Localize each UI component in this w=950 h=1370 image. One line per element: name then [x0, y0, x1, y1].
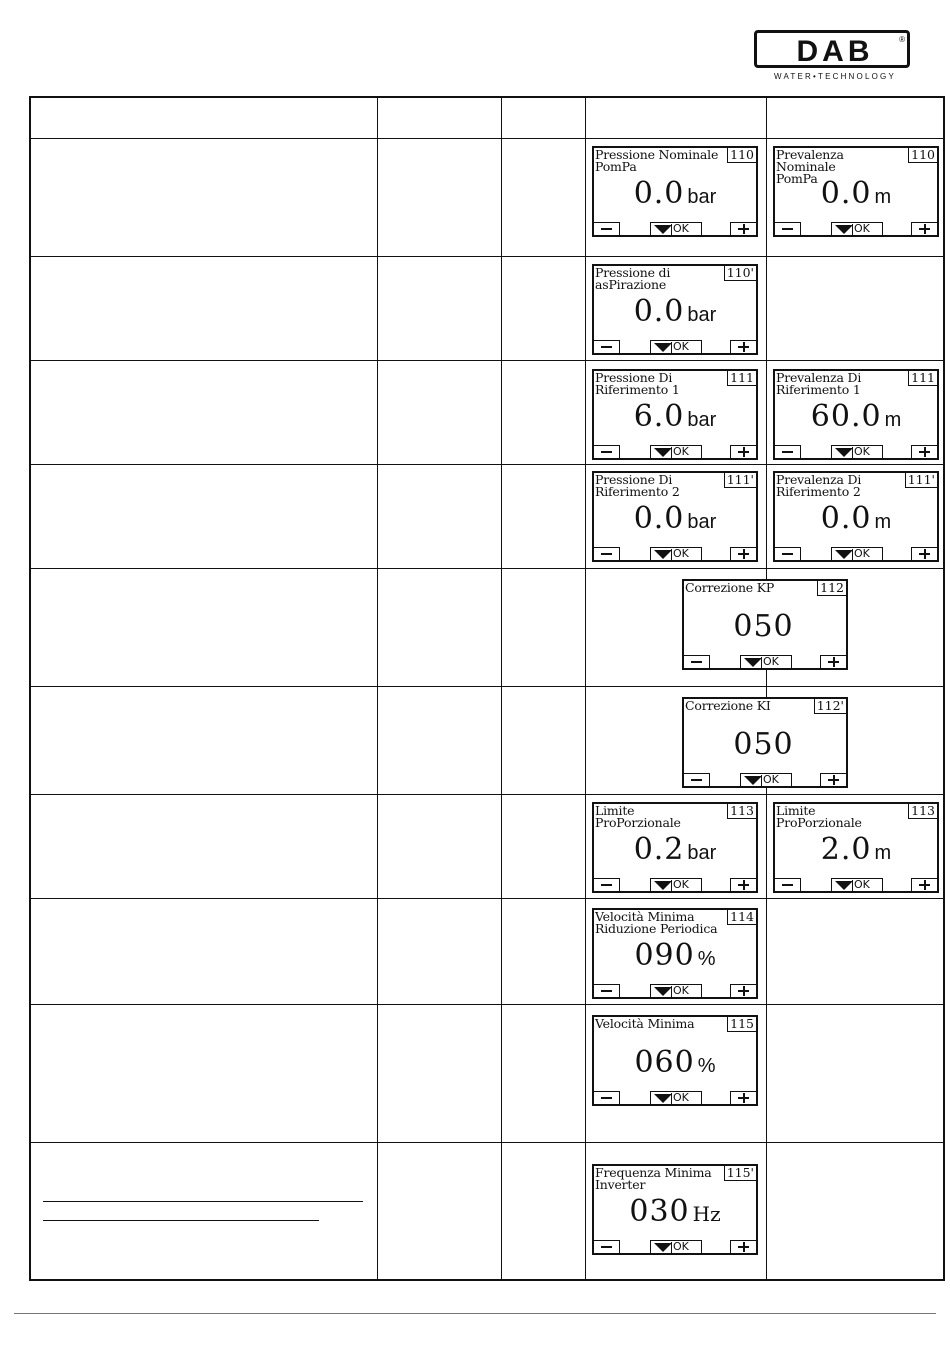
- triangle-down-icon: [654, 1094, 672, 1103]
- lcd-value: 0.0: [820, 176, 872, 211]
- plus-icon-stem: [743, 1242, 745, 1252]
- minus-icon: [782, 553, 793, 555]
- plus-button[interactable]: [820, 773, 846, 786]
- ok-label: OK: [673, 222, 689, 235]
- triangle-down-icon: [654, 225, 672, 234]
- minus-icon: [601, 451, 612, 453]
- lcd-display-111: [592, 369, 758, 460]
- lcd-value: 2.0: [820, 832, 872, 867]
- row-divider: [31, 256, 943, 257]
- minus-icon: [601, 346, 612, 348]
- row-divider: [31, 1142, 943, 1143]
- ok-label: OK: [673, 984, 689, 997]
- ok-button[interactable]: [650, 547, 702, 560]
- plus-icon-stem: [743, 880, 745, 890]
- separator-icon: [852, 447, 853, 458]
- text-underline: [43, 1201, 363, 1202]
- lcd-value: 060: [634, 1045, 695, 1080]
- ok-button[interactable]: [831, 547, 883, 560]
- text-underline: [43, 1220, 319, 1221]
- ok-button[interactable]: [650, 984, 702, 997]
- lcd-display-111: [773, 369, 939, 460]
- lcd-value: 60.0: [810, 399, 882, 434]
- separator-icon: [761, 657, 762, 668]
- ok-button[interactable]: [740, 655, 792, 668]
- lcd-display-110: [592, 146, 758, 237]
- lcd-value: 030: [629, 1194, 690, 1229]
- lcd-title: Prevalenza Di Riferimento 1: [776, 370, 862, 397]
- ok-label: OK: [854, 222, 870, 235]
- ok-label: OK: [854, 878, 870, 891]
- ok-button[interactable]: [650, 340, 702, 353]
- ok-button[interactable]: [650, 878, 702, 891]
- ok-button[interactable]: [650, 1091, 702, 1104]
- plus-icon-stem: [924, 447, 926, 457]
- minus-button[interactable]: [775, 878, 801, 891]
- plus-icon-stem: [743, 447, 745, 457]
- plus-button[interactable]: [911, 445, 937, 458]
- lcd-parameter-code: 112: [817, 581, 846, 596]
- lcd-parameter-code: 114: [727, 910, 756, 925]
- lcd-value-row: [684, 611, 846, 645]
- plus-button[interactable]: [730, 547, 756, 560]
- plus-icon-stem: [833, 657, 835, 667]
- row-divider: [31, 898, 943, 899]
- ok-label: OK: [673, 340, 689, 353]
- lcd-unit: m: [884, 409, 902, 431]
- lcd-unit: bar: [687, 511, 717, 533]
- lcd-value-row: [594, 296, 756, 331]
- plus-button[interactable]: [730, 340, 756, 353]
- plus-icon-stem: [743, 224, 745, 234]
- minus-icon: [691, 661, 702, 663]
- lcd-title: Prevalenza Di Riferimento 2: [776, 472, 862, 499]
- ok-label: OK: [673, 1240, 689, 1253]
- minus-icon: [782, 228, 793, 230]
- lcd-title: Pressione di asPirazione: [595, 265, 671, 292]
- minus-button[interactable]: [594, 878, 620, 891]
- minus-button[interactable]: [684, 655, 710, 668]
- minus-button[interactable]: [684, 773, 710, 786]
- row-divider: [31, 568, 943, 569]
- lcd-value-row: [594, 1047, 756, 1082]
- minus-icon: [691, 779, 702, 781]
- lcd-value-row: [594, 178, 756, 213]
- ok-button[interactable]: [650, 1240, 702, 1253]
- minus-button[interactable]: [594, 984, 620, 997]
- lcd-title: Frequenza Minima Inverter: [595, 1165, 712, 1192]
- lcd-value-row: [594, 401, 756, 436]
- ok-label: OK: [673, 878, 689, 891]
- lcd-unit: %: [697, 948, 716, 970]
- ok-button[interactable]: [650, 445, 702, 458]
- ok-button[interactable]: [650, 222, 702, 235]
- lcd-parameter-code: 112': [814, 699, 846, 714]
- plus-icon-stem: [743, 986, 745, 996]
- triangle-down-icon: [835, 550, 853, 559]
- lcd-value-row: [594, 1196, 756, 1230]
- lcd-parameter-code: 110: [908, 148, 937, 163]
- lcd-value: 6.0: [633, 399, 685, 434]
- ok-button[interactable]: [831, 445, 883, 458]
- minus-button[interactable]: [775, 445, 801, 458]
- lcd-title: Limite ProPorzionale: [595, 803, 681, 830]
- ok-label: OK: [763, 655, 779, 668]
- plus-button[interactable]: [730, 878, 756, 891]
- lcd-display-112: [682, 579, 848, 670]
- triangle-down-icon: [744, 776, 762, 785]
- lcd-value: 0.0: [633, 501, 685, 536]
- separator-icon: [852, 880, 853, 891]
- triangle-down-icon: [654, 448, 672, 457]
- separator-icon: [671, 342, 672, 353]
- row-divider: [31, 794, 943, 795]
- column-divider: [585, 98, 586, 1279]
- lcd-display-111p: [592, 471, 758, 562]
- lcd-value: 0.0: [820, 501, 872, 536]
- lcd-unit: %: [697, 1055, 716, 1077]
- ok-button[interactable]: [831, 222, 883, 235]
- lcd-value: 090: [634, 938, 695, 973]
- lcd-parameter-code: 110': [724, 266, 756, 281]
- minus-icon: [782, 884, 793, 886]
- lcd-title: Pressione Di Riferimento 2: [595, 472, 680, 499]
- separator-icon: [852, 549, 853, 560]
- lcd-display-115p: [592, 1164, 758, 1255]
- row-divider: [31, 686, 943, 687]
- ok-label: OK: [854, 445, 870, 458]
- minus-button[interactable]: [594, 1240, 620, 1253]
- triangle-down-icon: [835, 448, 853, 457]
- lcd-title: Correzione KP: [685, 580, 775, 595]
- lcd-parameter-code: 111': [724, 473, 756, 488]
- lcd-title: Pressione Di Riferimento 1: [595, 370, 680, 397]
- minus-icon: [601, 990, 612, 992]
- separator-icon: [761, 775, 762, 786]
- lcd-title: Velocità Minima: [595, 1016, 695, 1031]
- column-divider: [766, 98, 767, 1279]
- triangle-down-icon: [654, 550, 672, 559]
- triangle-down-icon: [654, 987, 672, 996]
- separator-icon: [671, 986, 672, 997]
- triangle-down-icon: [835, 225, 853, 234]
- separator-icon: [852, 224, 853, 235]
- lcd-display-115: [592, 1015, 758, 1106]
- plus-button[interactable]: [911, 547, 937, 560]
- ok-label: OK: [854, 547, 870, 560]
- minus-icon: [782, 451, 793, 453]
- plus-button[interactable]: [911, 222, 937, 235]
- lcd-value-row: [684, 729, 846, 763]
- plus-icon-stem: [833, 775, 835, 785]
- lcd-value: 050: [733, 609, 794, 644]
- plus-button[interactable]: [730, 445, 756, 458]
- logo-frame: [754, 30, 910, 68]
- plus-button[interactable]: [730, 984, 756, 997]
- row-divider: [31, 1004, 943, 1005]
- lcd-value-row: [594, 503, 756, 538]
- lcd-display-114: [592, 908, 758, 999]
- lcd-display-113: [773, 802, 939, 893]
- plus-button[interactable]: [911, 878, 937, 891]
- plus-icon-stem: [924, 224, 926, 234]
- lcd-value-row: [775, 834, 937, 869]
- lcd-unit: m: [874, 511, 892, 533]
- lcd-value-row: [594, 940, 756, 975]
- lcd-title: Correzione KI: [685, 698, 771, 713]
- triangle-down-icon: [654, 343, 672, 352]
- separator-icon: [671, 447, 672, 458]
- triangle-down-icon: [654, 1243, 672, 1252]
- lcd-parameter-code: 111': [905, 473, 937, 488]
- row-divider: [31, 464, 943, 465]
- lcd-title: Pressione Nominale PomPa: [595, 147, 719, 174]
- plus-icon-stem: [743, 549, 745, 559]
- lcd-parameter-code: 113: [908, 804, 937, 819]
- logo-registered-mark: ®: [899, 35, 905, 44]
- lcd-unit: bar: [687, 304, 717, 326]
- lcd-value: 0.2: [633, 832, 685, 867]
- parameters-table: [29, 96, 945, 1281]
- lcd-parameter-code: 111: [908, 371, 937, 386]
- minus-icon: [601, 884, 612, 886]
- minus-button[interactable]: [775, 547, 801, 560]
- lcd-display-112p: [682, 697, 848, 788]
- minus-button[interactable]: [594, 1091, 620, 1104]
- lcd-title: Limite ProPorzionale: [776, 803, 862, 830]
- plus-button[interactable]: [730, 1091, 756, 1104]
- lcd-value-row: [594, 834, 756, 869]
- lcd-display-111p: [773, 471, 939, 562]
- lcd-value-row: [775, 503, 937, 538]
- minus-icon: [601, 553, 612, 555]
- row-divider: [31, 360, 943, 361]
- lcd-value-row: [775, 178, 937, 213]
- footer-rule: [14, 1313, 936, 1314]
- minus-icon: [601, 1097, 612, 1099]
- minus-button[interactable]: [594, 547, 620, 560]
- plus-button[interactable]: [730, 1240, 756, 1253]
- lcd-unit: bar: [687, 186, 717, 208]
- minus-button[interactable]: [594, 222, 620, 235]
- lcd-title: Prevalenza Nominale PomPa: [776, 147, 844, 186]
- lcd-parameter-code: 115': [724, 1166, 756, 1181]
- minus-button[interactable]: [775, 222, 801, 235]
- lcd-unit: m: [874, 186, 892, 208]
- minus-icon: [601, 1246, 612, 1248]
- lcd-parameter-code: 115: [727, 1017, 756, 1032]
- lcd-unit: Hz: [692, 1202, 721, 1226]
- lcd-parameter-code: 111: [727, 371, 756, 386]
- ok-label: OK: [673, 445, 689, 458]
- ok-label: OK: [673, 1091, 689, 1104]
- row-divider: [31, 138, 943, 139]
- lcd-value: 0.0: [633, 176, 685, 211]
- minus-button[interactable]: [594, 340, 620, 353]
- lcd-unit: bar: [687, 409, 717, 431]
- plus-icon-stem: [924, 880, 926, 890]
- logo-brand: DAB: [796, 35, 874, 68]
- ok-label: OK: [763, 773, 779, 786]
- ok-button[interactable]: [740, 773, 792, 786]
- column-divider: [377, 98, 378, 1279]
- lcd-display-110p: [592, 264, 758, 355]
- lcd-display-110: [773, 146, 939, 237]
- lcd-parameter-code: 110: [727, 148, 756, 163]
- lcd-value-row: [775, 401, 937, 436]
- lcd-unit: m: [874, 842, 892, 864]
- lcd-parameter-code: 113: [727, 804, 756, 819]
- plus-icon-stem: [743, 1093, 745, 1103]
- triangle-down-icon: [744, 658, 762, 667]
- separator-icon: [671, 1093, 672, 1104]
- column-divider: [501, 98, 502, 1279]
- dab-logo: [754, 30, 916, 84]
- lcd-display-113: [592, 802, 758, 893]
- minus-icon: [601, 228, 612, 230]
- separator-icon: [671, 1242, 672, 1253]
- plus-icon-stem: [924, 549, 926, 559]
- triangle-down-icon: [654, 881, 672, 890]
- lcd-value: 0.0: [633, 294, 685, 329]
- lcd-title: Velocità Minima Riduzione Periodica: [595, 909, 718, 936]
- plus-button[interactable]: [820, 655, 846, 668]
- separator-icon: [671, 549, 672, 560]
- separator-icon: [671, 880, 672, 891]
- separator-icon: [671, 224, 672, 235]
- lcd-unit: bar: [687, 842, 717, 864]
- logo-tagline: WATER•TECHNOLOGY: [773, 72, 896, 81]
- lcd-value: 050: [733, 727, 794, 762]
- minus-button[interactable]: [594, 445, 620, 458]
- plus-button[interactable]: [730, 222, 756, 235]
- ok-button[interactable]: [831, 878, 883, 891]
- triangle-down-icon: [835, 881, 853, 890]
- ok-label: OK: [673, 547, 689, 560]
- plus-icon-stem: [743, 342, 745, 352]
